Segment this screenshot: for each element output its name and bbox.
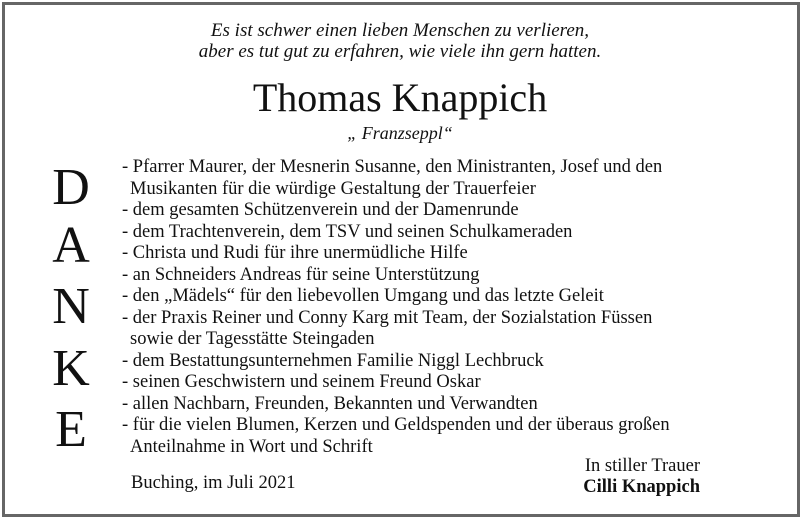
thanks-list <box>122 157 782 458</box>
thanks-item: - für die vielen Blumen, Kerzen und Geldspenden und der überaus großen <box>122 415 670 435</box>
danke-letter-e: E <box>55 401 87 458</box>
thanks-item-continuation: sowie der Tagesstätte Steingaden <box>130 329 375 349</box>
danke-letter-n: N <box>52 278 90 335</box>
thanks-item: - dem Bestattungsunternehmen Familie Niggl Lechbruck <box>122 350 544 371</box>
thanks-item: - den „Mädels“ für den liebevollen Umgang und das letzte Geleit <box>122 286 604 306</box>
thanks-item: - seinen Geschwistern und seinem Freund Oskar <box>122 372 481 392</box>
thanks-item: - Christa und Rudi für ihre unermüdliche Hilfe <box>122 243 468 263</box>
thanks-item: - an Schneiders Andreas für seine Unterstützung <box>122 264 480 285</box>
deceased-nickname: „ Franzseppl“ <box>347 123 453 143</box>
danke-letter-k: K <box>52 340 90 397</box>
place-date: Buching, im Juli 2021 <box>131 473 296 493</box>
danke-letter-a: A <box>52 217 90 274</box>
signer-name: Cilli Knappich <box>583 477 700 497</box>
thanks-item-continuation: Anteilnahme in Wort und Schrift <box>130 436 373 457</box>
deceased-name: Thomas Knappich <box>252 75 548 120</box>
quote-line-2: aber es tut gut zu erfahren, wie viele ihn gern hatten. <box>198 41 602 62</box>
thanks-item: - Pfarrer Maurer, der Mesnerin Susanne, den Ministranten, Josef und den <box>122 157 663 177</box>
thanks-item: - allen Nachbarn, Freunden, Bekannten und Verwandten <box>122 393 538 414</box>
thanks-item: - dem gesamten Schützenverein und der Damenrunde <box>122 200 519 220</box>
thanks-item: - dem Trachtenverein, dem TSV und seinen Schulkameraden <box>122 221 573 242</box>
quote-line-1: Es ist schwer einen lieben Menschen zu verlieren, <box>210 20 590 41</box>
mourning-line: In stiller Trauer <box>584 456 700 476</box>
thanks-item-continuation: Musikanten für die würdige Gestaltung der Trauerfeier <box>130 178 536 199</box>
danke-letter-d: D <box>52 159 90 216</box>
thanks-item: - der Praxis Reiner und Conny Karg mit Team, der Sozialstation Füssen <box>122 307 653 328</box>
